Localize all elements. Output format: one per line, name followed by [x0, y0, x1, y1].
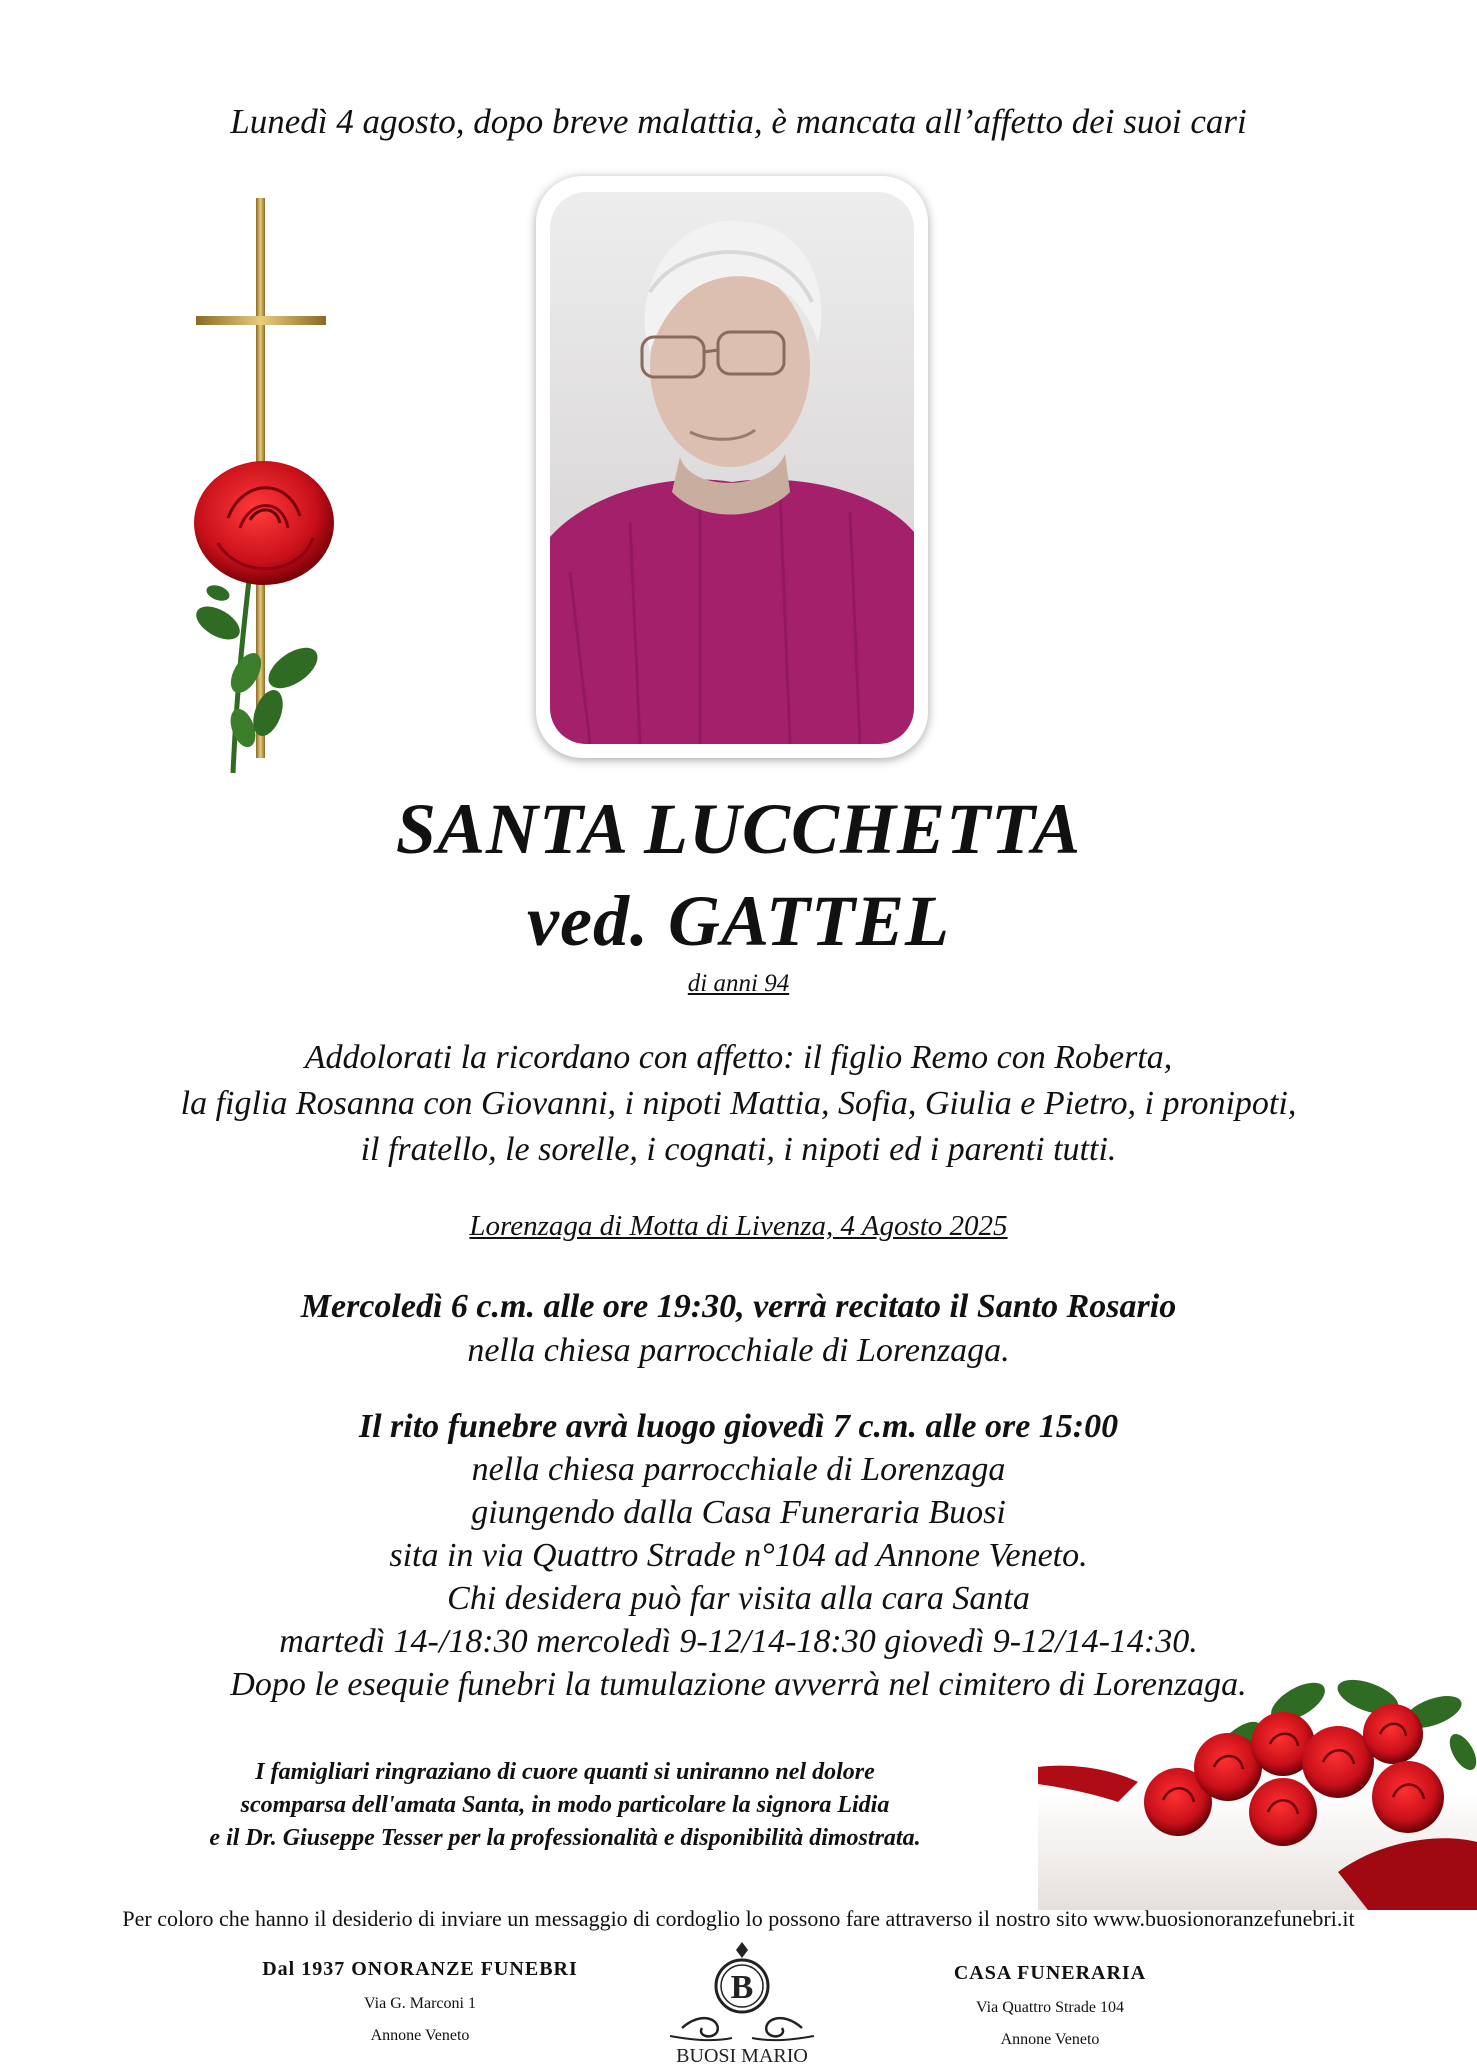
funeral-parlor-title: CASA FUNERARIA	[953, 1962, 1147, 1984]
funeral-line: Dopo le esequie funebri la tumulazione avverrà nel cimitero di Lorenzaga.	[230, 1666, 1247, 1703]
condolence-note: Per coloro che hanno il desiderio di inviare un messaggio di cordoglio lo possono fare attraverso il nostro sito www.buosionoranzefunebri.it	[122, 1906, 1355, 1931]
rosary-time: Mercoledì 6 c.m. alle ore 19:30	[300, 1288, 737, 1325]
thanks-text	[120, 1756, 1010, 1855]
rosary-location: nella chiesa parrocchiale di Lorenzaga.	[467, 1332, 1010, 1369]
mourners-text	[0, 1035, 1477, 1173]
roses-bouquet-image	[1038, 1672, 1477, 1910]
deceased-name: SANTA LUCCHETTA	[395, 789, 1082, 869]
rosary-announcement	[0, 1285, 1477, 1373]
cross-with-rose-image	[188, 198, 338, 778]
funeral-parlor-address: Via Quattro Strade 104	[976, 1999, 1124, 2016]
logo-name: BUOSI MARIO	[676, 2045, 808, 2067]
funeral-parlor-info	[900, 1962, 1200, 2049]
funeral-line: sita in via Quattro Strade n°104 ad Annone Veneto.	[389, 1537, 1088, 1574]
thanks-line: e il Dr. Giuseppe Tesser per la professionalità e disponibilità dimostrata.	[209, 1825, 921, 1851]
deceased-married-name: ved. GATTEL	[527, 881, 950, 961]
deceased-age: di anni 94	[687, 970, 790, 997]
mourners-line: il fratello, le sorelle, i cognati, i nipoti ed i parenti tutti.	[360, 1131, 1117, 1168]
funeral-line: martedì 14-/18:30 mercoledì 9-12/14-18:30 giovedì 9-12/14-14:30.	[279, 1623, 1198, 1660]
funeral-parlor-city: Annone Veneto	[1000, 2031, 1100, 2048]
thanks-line: scomparsa dell'amata Santa, in modo particolare la signora Lidia	[240, 1792, 890, 1818]
mourners-line: Addolorati la ricordano con affetto: il figlio Remo con Roberta,	[304, 1039, 1173, 1076]
funeral-home-address: Via G. Marconi 1	[364, 1995, 476, 2012]
funeral-home-info	[210, 1958, 630, 2045]
funeral-time: Il rito funebre avrà luogo giovedì 7 c.m. alle ore 15:00	[358, 1408, 1119, 1445]
logo-letter: B	[730, 1969, 754, 2006]
place-date: Lorenzaga di Motta di Livenza, 4 Agosto 2025	[469, 1210, 1008, 1242]
mourners-line: la figlia Rosanna con Giovanni, i nipoti Mattia, Sofia, Giulia e Pietro, i pronipoti,	[180, 1085, 1297, 1122]
funeral-announcement	[0, 1405, 1477, 1706]
funeral-home-city: Annone Veneto	[370, 2027, 470, 2044]
funeral-line: nella chiesa parrocchiale di Lorenzaga	[471, 1451, 1006, 1488]
portrait-photo	[550, 192, 914, 744]
rosary-title: , verrà recitato il Santo Rosario	[736, 1288, 1177, 1325]
thanks-line: I famigliari ringraziano di cuore quanti si uniranno nel dolore	[255, 1759, 875, 1785]
funeral-line: Chi desidera può far visita alla cara Santa	[447, 1580, 1030, 1617]
buosi-logo	[662, 1940, 822, 2067]
funeral-home-title: Dal 1937 ONORANZE FUNEBRI	[262, 1958, 578, 1980]
funeral-line: giungendo dalla Casa Funeraria Buosi	[471, 1494, 1006, 1531]
intro-text: Lunedì 4 agosto, dopo breve malattia, è mancata all’affetto dei suoi cari	[230, 102, 1247, 141]
